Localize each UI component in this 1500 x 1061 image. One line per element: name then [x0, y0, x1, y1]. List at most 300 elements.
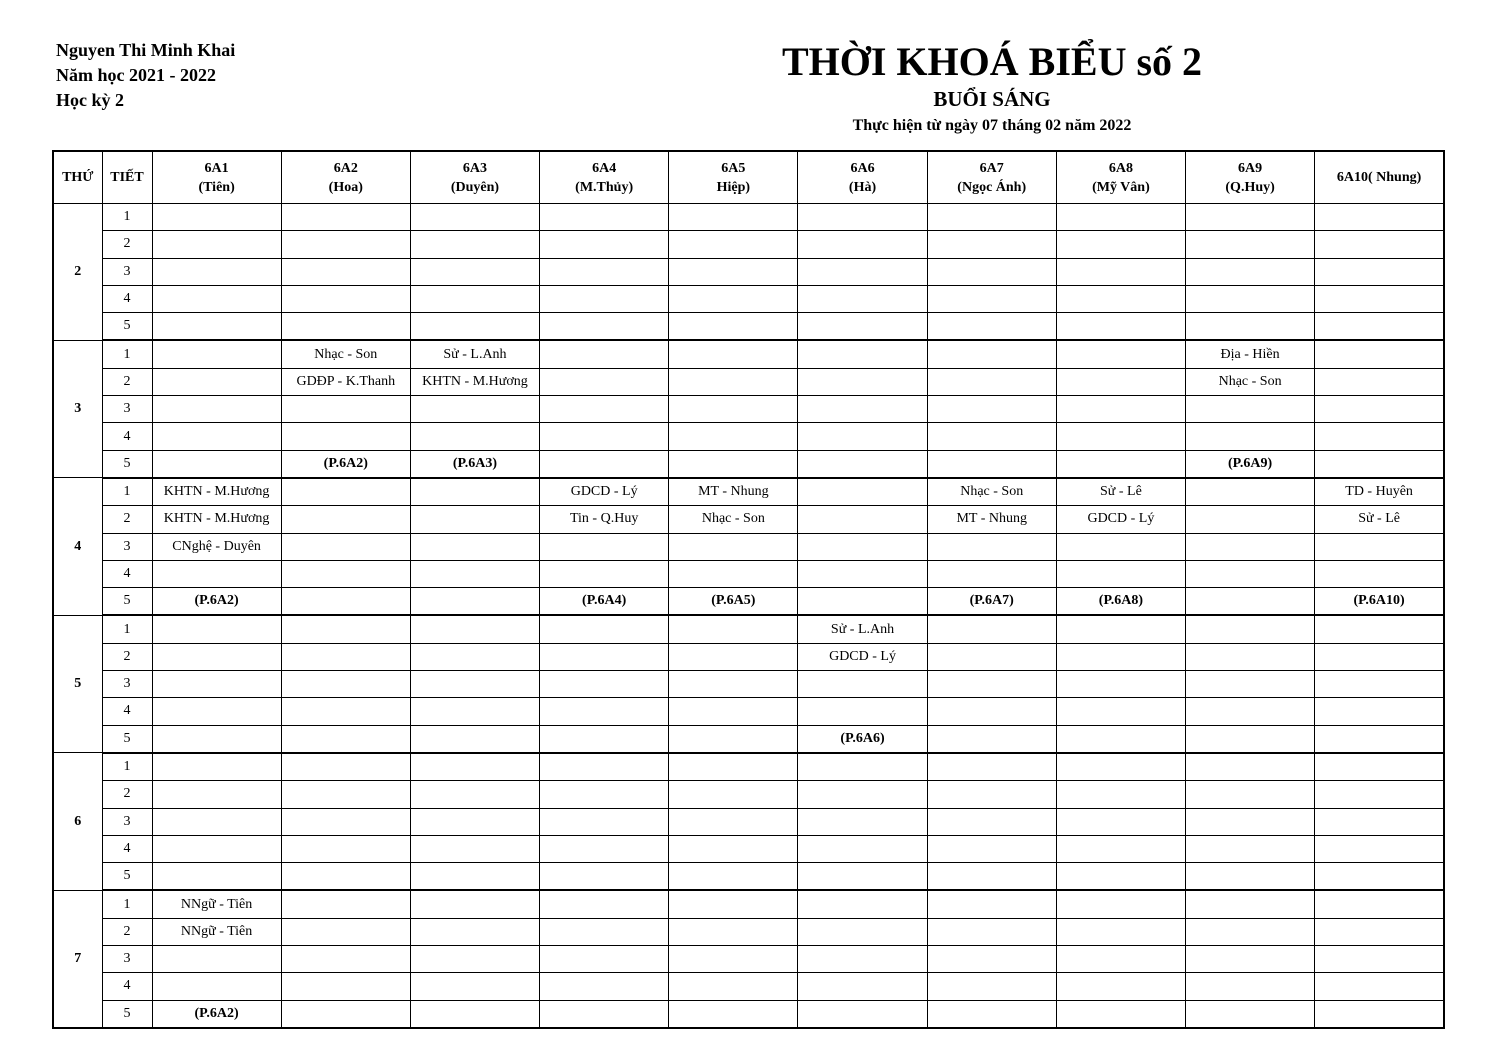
period-number: 4 [102, 835, 152, 862]
schedule-cell [927, 725, 1056, 753]
schedule-cell [410, 753, 539, 781]
class-teacher: Hiệp) [716, 179, 751, 195]
table-row [53, 725, 1444, 753]
schedule-cell [1186, 918, 1315, 945]
period-number: 1 [102, 478, 152, 506]
schedule-cell [152, 560, 281, 587]
schedule-cell [927, 671, 1056, 698]
period-number: 4 [102, 423, 152, 450]
schedule-cell [410, 808, 539, 835]
schedule-cell [927, 313, 1056, 341]
schedule-cell: (P.6A2) [152, 588, 281, 616]
schedule-cell [281, 423, 410, 450]
schedule-cell [1056, 615, 1185, 643]
schedule-cell [410, 918, 539, 945]
schedule-cell [410, 478, 539, 506]
period-number: 5 [102, 725, 152, 753]
schedule-cell [1056, 808, 1185, 835]
schedule-cell [281, 725, 410, 753]
table-row [53, 781, 1444, 808]
schedule-cell [152, 671, 281, 698]
schedule-cell [669, 340, 798, 368]
table-row [53, 588, 1444, 616]
schedule-cell [669, 450, 798, 478]
header-class-2 [410, 151, 539, 204]
schedule-cell [410, 258, 539, 285]
schedule-cell [927, 231, 1056, 258]
schedule-cell [798, 313, 927, 341]
table-row [53, 340, 1444, 368]
schedule-cell [410, 973, 539, 1000]
class-teacher: (Mỹ Vân) [1092, 179, 1150, 195]
schedule-cell [1056, 204, 1185, 231]
schedule-cell [927, 258, 1056, 285]
schedule-cell [1315, 753, 1444, 781]
header-class-9 [1315, 151, 1444, 204]
table-row [53, 478, 1444, 506]
schedule-cell [1315, 231, 1444, 258]
header-period: TIẾT [102, 151, 152, 204]
table-row [53, 506, 1444, 533]
schedule-cell [1315, 890, 1444, 918]
schedule-cell [410, 1000, 539, 1028]
schedule-cell [1315, 258, 1444, 285]
schedule-cell [669, 946, 798, 973]
session-label: BUỔI SÁNG [933, 87, 1051, 111]
schedule-cell [1315, 643, 1444, 670]
schedule-cell: Tin - Q.Huy [540, 506, 669, 533]
schedule-cell: GDCD - Lý [798, 643, 927, 670]
schedule-cell: Sử - Lê [1056, 478, 1185, 506]
schedule-cell [669, 1000, 798, 1028]
table-row [53, 231, 1444, 258]
schedule-cell: TD - Huyên [1315, 478, 1444, 506]
schedule-cell [669, 533, 798, 560]
schedule-cell [1315, 1000, 1444, 1028]
table-row [53, 204, 1444, 231]
period-number: 3 [102, 808, 152, 835]
schedule-cell [798, 231, 927, 258]
schedule-cell [152, 835, 281, 862]
schedule-cell [540, 396, 669, 423]
schedule-cell [410, 313, 539, 341]
day-label: 5 [53, 615, 102, 752]
class-name: 6A7 [979, 160, 1004, 176]
schedule-cell: Nhạc - Son [669, 506, 798, 533]
schedule-cell [798, 450, 927, 478]
title-block [742, 38, 1242, 140]
schedule-cell [927, 560, 1056, 587]
class-name: 6A6 [850, 160, 875, 176]
schedule-cell [152, 285, 281, 312]
schedule-cell [669, 204, 798, 231]
schedule-cell [1056, 918, 1185, 945]
schedule-cell [927, 781, 1056, 808]
schedule-cell [1186, 808, 1315, 835]
schedule-cell [1186, 946, 1315, 973]
school-name: Nguyen Thi Minh Khai [56, 40, 236, 60]
class-name: 6A5 [721, 160, 746, 176]
schedule-cell [1056, 946, 1185, 973]
schedule-cell [927, 450, 1056, 478]
table-row [53, 615, 1444, 643]
schedule-cell [669, 258, 798, 285]
schedule-cell [410, 725, 539, 753]
schedule-cell [1056, 835, 1185, 862]
schedule-cell [1315, 863, 1444, 891]
table-row [53, 753, 1444, 781]
schedule-cell [1056, 285, 1185, 312]
schedule-cell [281, 258, 410, 285]
schedule-cell [1056, 396, 1185, 423]
timetable-body [53, 204, 1444, 1028]
schedule-cell [669, 973, 798, 1000]
schedule-cell [798, 285, 927, 312]
period-number: 3 [102, 946, 152, 973]
table-row [53, 890, 1444, 918]
schedule-cell [410, 588, 539, 616]
schedule-cell [927, 340, 1056, 368]
period-number: 5 [102, 1000, 152, 1028]
schedule-cell [540, 450, 669, 478]
header-day: THỨ [53, 151, 102, 204]
period-number: 2 [102, 506, 152, 533]
schedule-cell: Địa - Hiền [1186, 340, 1315, 368]
schedule-cell [1056, 560, 1185, 587]
schedule-cell [798, 506, 927, 533]
class-teacher: (Duyên) [450, 179, 500, 195]
schedule-cell [281, 285, 410, 312]
day-label: 3 [53, 340, 102, 477]
schedule-cell: CNghệ - Duyên [152, 533, 281, 560]
schedule-cell [1315, 698, 1444, 725]
schedule-cell [281, 808, 410, 835]
schedule-cell [1186, 423, 1315, 450]
period-number: 3 [102, 258, 152, 285]
schedule-cell [798, 588, 927, 616]
schedule-cell [1186, 725, 1315, 753]
schedule-cell [1056, 671, 1185, 698]
schedule-cell: KHTN - M.Hương [410, 368, 539, 395]
period-number: 4 [102, 285, 152, 312]
header-class-6 [927, 151, 1056, 204]
schedule-cell [540, 918, 669, 945]
table-row [53, 368, 1444, 395]
schedule-cell [540, 368, 669, 395]
schedule-cell [281, 560, 410, 587]
schedule-cell [1056, 423, 1185, 450]
schedule-cell [1315, 285, 1444, 312]
schedule-cell [540, 863, 669, 891]
schedule-cell [1056, 1000, 1185, 1028]
schedule-cell [1315, 533, 1444, 560]
schedule-cell [669, 918, 798, 945]
schedule-cell [1056, 450, 1185, 478]
schedule-cell [410, 285, 539, 312]
schedule-cell [281, 835, 410, 862]
schedule-cell [410, 671, 539, 698]
schedule-cell [669, 231, 798, 258]
schedule-cell [540, 671, 669, 698]
schedule-cell [927, 615, 1056, 643]
schedule-cell: (P.6A4) [540, 588, 669, 616]
schedule-cell [540, 725, 669, 753]
schedule-cell [1186, 890, 1315, 918]
schedule-cell [540, 1000, 669, 1028]
schedule-cell [1186, 643, 1315, 670]
schedule-cell [152, 698, 281, 725]
schedule-cell [927, 396, 1056, 423]
schedule-cell [1315, 340, 1444, 368]
schedule-cell [152, 643, 281, 670]
schedule-cell [798, 560, 927, 587]
schedule-cell [410, 643, 539, 670]
schedule-cell [410, 835, 539, 862]
schedule-cell: MT - Nhung [669, 478, 798, 506]
schedule-cell [669, 643, 798, 670]
class-name: 6A10( Nhung) [1336, 170, 1422, 185]
schedule-cell [927, 204, 1056, 231]
schedule-cell [1315, 204, 1444, 231]
schedule-cell [798, 478, 927, 506]
schedule-cell [281, 313, 410, 341]
schedule-cell [152, 615, 281, 643]
schedule-cell: (P.6A5) [669, 588, 798, 616]
class-teacher: (Hà) [848, 179, 877, 195]
header-class-7 [1056, 151, 1185, 204]
period-number: 4 [102, 698, 152, 725]
schedule-cell [927, 285, 1056, 312]
schedule-cell [927, 863, 1056, 891]
page-title: THỜI KHOÁ BIỂU số 2 [781, 39, 1203, 84]
schedule-cell [152, 808, 281, 835]
schedule-cell [927, 918, 1056, 945]
schedule-cell [281, 204, 410, 231]
schedule-cell [1186, 588, 1315, 616]
schedule-cell [669, 863, 798, 891]
schedule-cell [281, 615, 410, 643]
schedule-cell [927, 890, 1056, 918]
schedule-cell [540, 973, 669, 1000]
schedule-cell [1056, 890, 1185, 918]
schedule-cell [798, 973, 927, 1000]
schedule-cell [927, 368, 1056, 395]
period-number: 2 [102, 918, 152, 945]
schedule-cell [152, 753, 281, 781]
schedule-cell [669, 368, 798, 395]
schedule-cell [798, 753, 927, 781]
schedule-cell [410, 946, 539, 973]
day-label: 7 [53, 890, 102, 1027]
schedule-cell [281, 946, 410, 973]
schedule-cell: Nhạc - Son [1186, 368, 1315, 395]
period-number: 5 [102, 450, 152, 478]
header-class-8 [1186, 151, 1315, 204]
schedule-cell [281, 671, 410, 698]
day-label: 2 [53, 204, 102, 341]
schedule-cell: (P.6A2) [281, 450, 410, 478]
schedule-cell [798, 808, 927, 835]
schedule-cell: (P.6A7) [927, 588, 1056, 616]
schedule-cell [152, 313, 281, 341]
schedule-cell [669, 781, 798, 808]
table-row [53, 423, 1444, 450]
schedule-cell [281, 781, 410, 808]
schedule-cell [1056, 340, 1185, 368]
schedule-cell: MT - Nhung [927, 506, 1056, 533]
schedule-cell [927, 973, 1056, 1000]
period-number: 4 [102, 973, 152, 1000]
schedule-cell [540, 615, 669, 643]
table-row [53, 643, 1444, 670]
period-number: 1 [102, 340, 152, 368]
schedule-cell [798, 368, 927, 395]
schedule-cell [798, 835, 927, 862]
schedule-cell [798, 863, 927, 891]
schedule-cell [1315, 450, 1444, 478]
table-row [53, 835, 1444, 862]
schedule-cell [669, 423, 798, 450]
schedule-cell [798, 396, 927, 423]
period-number: 2 [102, 643, 152, 670]
schedule-cell [281, 973, 410, 1000]
schedule-cell [1315, 918, 1444, 945]
school-year: Năm học 2021 - 2022 [56, 65, 216, 85]
schedule-cell [1315, 781, 1444, 808]
schedule-cell [669, 615, 798, 643]
schedule-cell [1056, 753, 1185, 781]
schedule-cell: GDCD - Lý [540, 478, 669, 506]
header-class-5 [798, 151, 927, 204]
schedule-cell [1186, 671, 1315, 698]
schedule-cell: (P.6A8) [1056, 588, 1185, 616]
schedule-cell [927, 698, 1056, 725]
schedule-cell [1186, 231, 1315, 258]
schedule-cell [540, 560, 669, 587]
table-row [53, 1000, 1444, 1028]
schedule-cell [152, 340, 281, 368]
table-row [53, 560, 1444, 587]
class-teacher: (Tiên) [198, 179, 235, 195]
schedule-cell [281, 478, 410, 506]
table-row [53, 450, 1444, 478]
schedule-cell [1056, 725, 1185, 753]
schedule-cell [152, 423, 281, 450]
schedule-cell: (P.6A9) [1186, 450, 1315, 478]
schedule-cell [1186, 204, 1315, 231]
schedule-cell [281, 890, 410, 918]
schedule-cell [281, 1000, 410, 1028]
schedule-cell [927, 643, 1056, 670]
class-teacher: (Ngọc Ánh) [957, 179, 1027, 195]
effective-date: Thực hiện từ ngày 07 tháng 02 năm 2022 [852, 117, 1132, 134]
schedule-cell [540, 835, 669, 862]
schedule-cell [152, 781, 281, 808]
schedule-cell [281, 396, 410, 423]
period-number: 1 [102, 753, 152, 781]
schedule-cell [281, 698, 410, 725]
period-number: 2 [102, 368, 152, 395]
schedule-cell [152, 258, 281, 285]
period-number: 1 [102, 204, 152, 231]
schedule-cell [669, 671, 798, 698]
schedule-cell [1056, 368, 1185, 395]
schedule-cell [669, 808, 798, 835]
table-row [53, 918, 1444, 945]
schedule-cell [540, 533, 669, 560]
school-info [56, 38, 235, 113]
class-name: 6A3 [462, 160, 488, 176]
class-name: 6A8 [1108, 160, 1133, 176]
schedule-cell [1186, 1000, 1315, 1028]
schedule-cell [1315, 946, 1444, 973]
schedule-cell [669, 698, 798, 725]
period-number: 1 [102, 615, 152, 643]
schedule-cell [798, 340, 927, 368]
schedule-cell [798, 918, 927, 945]
schedule-cell [1186, 615, 1315, 643]
schedule-cell [1315, 973, 1444, 1000]
schedule-cell [927, 835, 1056, 862]
schedule-cell [540, 643, 669, 670]
schedule-cell [152, 973, 281, 1000]
schedule-cell: Nhạc - Son [927, 478, 1056, 506]
schedule-cell [798, 671, 927, 698]
schedule-cell [540, 753, 669, 781]
schedule-cell [1315, 808, 1444, 835]
schedule-cell [540, 808, 669, 835]
schedule-cell: KHTN - M.Hương [152, 478, 281, 506]
schedule-cell [410, 533, 539, 560]
table-row [53, 698, 1444, 725]
schedule-cell [798, 423, 927, 450]
table-row [53, 946, 1444, 973]
schedule-cell [410, 781, 539, 808]
schedule-cell [1186, 698, 1315, 725]
schedule-cell [1186, 781, 1315, 808]
table-row [53, 313, 1444, 341]
schedule-cell [927, 533, 1056, 560]
timetable [52, 150, 1445, 1029]
schedule-cell [669, 560, 798, 587]
schedule-cell [152, 204, 281, 231]
schedule-cell [281, 753, 410, 781]
schedule-cell [1056, 698, 1185, 725]
period-number: 4 [102, 560, 152, 587]
schedule-cell [152, 946, 281, 973]
schedule-cell [410, 698, 539, 725]
schedule-cell [927, 946, 1056, 973]
schedule-cell [410, 890, 539, 918]
schedule-cell: GDCD - Lý [1056, 506, 1185, 533]
schedule-cell [152, 368, 281, 395]
schedule-cell: GDĐP - K.Thanh [281, 368, 410, 395]
schedule-cell [798, 1000, 927, 1028]
header-row [53, 151, 1444, 204]
schedule-cell [1056, 313, 1185, 341]
schedule-cell [410, 863, 539, 891]
schedule-cell [281, 918, 410, 945]
schedule-cell [1315, 560, 1444, 587]
schedule-cell [281, 533, 410, 560]
schedule-cell [1315, 615, 1444, 643]
schedule-cell [669, 725, 798, 753]
class-teacher: (M.Thủy) [575, 179, 634, 195]
schedule-cell [1186, 835, 1315, 862]
schedule-cell [540, 204, 669, 231]
period-number: 1 [102, 890, 152, 918]
table-row [53, 258, 1444, 285]
